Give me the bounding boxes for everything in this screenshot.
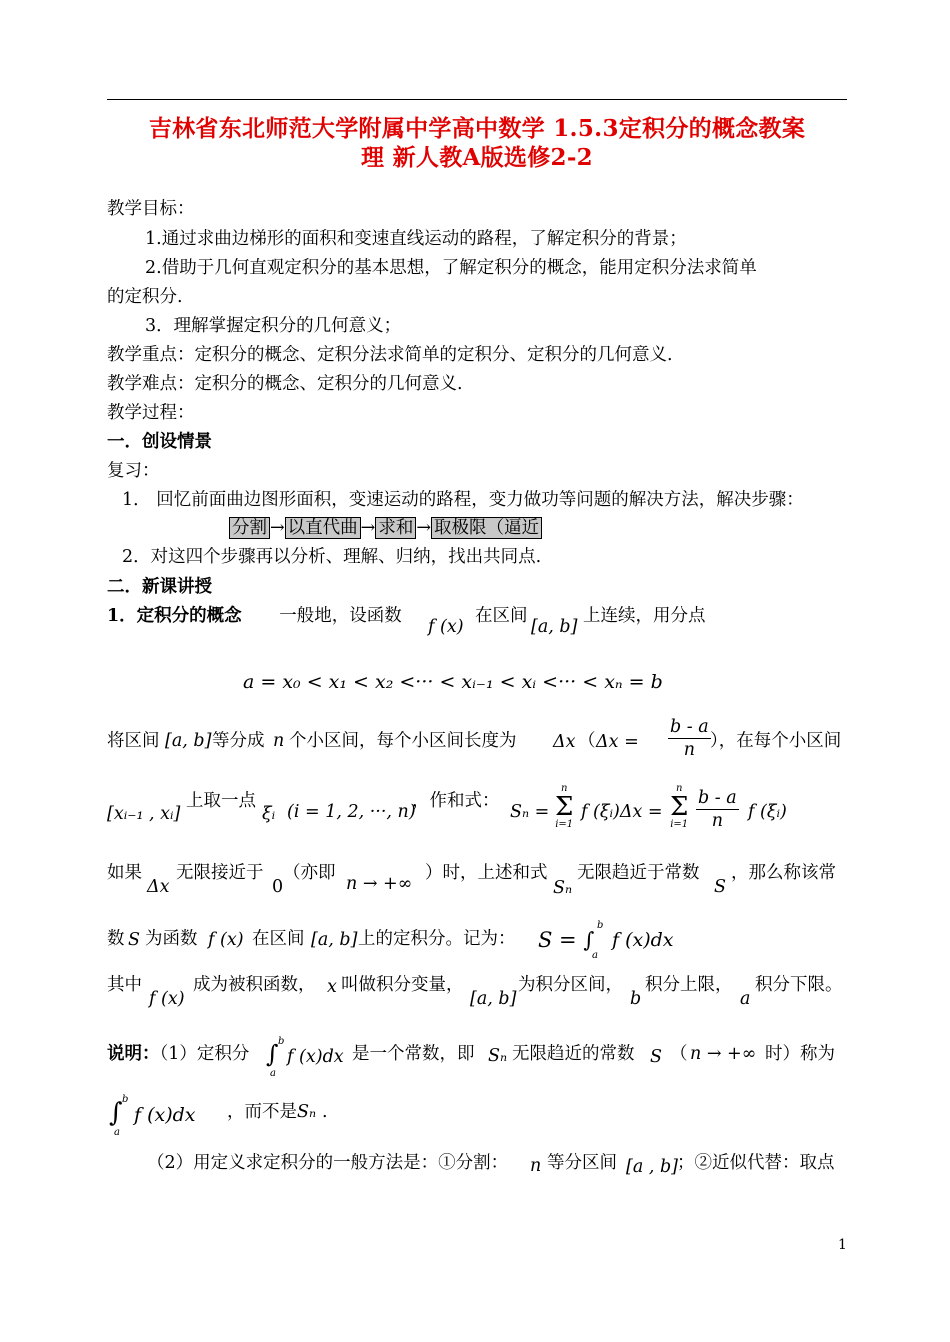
section1-heading: 一．创设情景 bbox=[107, 432, 212, 452]
math-index-range: (i = 1, 2, ···, n) bbox=[287, 802, 416, 822]
step-box: 求和 bbox=[375, 517, 416, 539]
fraction bbox=[696, 787, 739, 832]
text: . bbox=[322, 1102, 328, 1122]
text: ，而不是 bbox=[227, 1102, 297, 1122]
arrow: → bbox=[270, 518, 285, 538]
math-term: f (ξᵢ)Δx = bbox=[581, 802, 663, 822]
math-n: n bbox=[530, 1156, 542, 1176]
math-xi: ξᵢ bbox=[262, 804, 276, 824]
text: 在区间 bbox=[252, 929, 305, 949]
math-integrand: f (x)dx bbox=[612, 929, 674, 951]
arrow: → bbox=[416, 518, 432, 538]
math-sn: Sₙ bbox=[297, 1102, 317, 1122]
math-sn: Sₙ bbox=[488, 1046, 508, 1066]
math-a: a bbox=[740, 989, 751, 1009]
objective-2a: 2.借助于几何直观定积分的基本思想，了解定积分的概念，能用定积分法求简单 bbox=[145, 258, 757, 278]
arrow: → bbox=[360, 518, 376, 538]
text: （1）定积分 bbox=[159, 1044, 250, 1064]
note-heading: 说明： bbox=[107, 1044, 160, 1064]
text: 个小区间，每个小区间长度为 bbox=[289, 731, 517, 751]
integral-sign: ∫ bbox=[109, 1098, 123, 1128]
math-dx: Δx bbox=[147, 877, 170, 897]
math-integrand: f (x)dx bbox=[134, 1104, 196, 1126]
doc-title-line1: 吉林省东北师范大学附属中学高中数学 1.5.3定积分的概念教案 bbox=[148, 115, 806, 142]
process-heading: 教学过程： bbox=[107, 403, 195, 423]
math-integrand: f (x)dx bbox=[287, 1047, 344, 1067]
math-dx: Δx bbox=[553, 732, 576, 752]
sigma-1: n Σ i=1 bbox=[555, 783, 574, 830]
text: 等分成 bbox=[212, 731, 265, 751]
integral-lower: a bbox=[114, 1127, 120, 1138]
math-s: S bbox=[650, 1047, 662, 1067]
sigma-top: n bbox=[675, 783, 683, 794]
math-interval: [a, b] bbox=[311, 930, 358, 950]
text: ；②近似代替：取点 bbox=[677, 1153, 835, 1173]
text: ）时，上述和式 bbox=[425, 863, 548, 883]
math-fx: f (x) bbox=[149, 989, 185, 1009]
review-label: 复习： bbox=[107, 461, 160, 481]
key-points: 教学重点：定积分的概念、定积分法求简单的定积分、定积分的几何意义. bbox=[107, 345, 673, 365]
math-integral-def: S = ∫ bbox=[538, 928, 595, 952]
text: 时）称为 bbox=[765, 1044, 835, 1064]
frac-num: b - a bbox=[670, 717, 709, 737]
math-subinterval: [xᵢ₋₁ , xᵢ] bbox=[107, 804, 181, 824]
fraction bbox=[668, 716, 711, 761]
text: （2）用定义求定积分的一般方法是：①分割： bbox=[147, 1153, 509, 1173]
text: ，那么称该常 bbox=[731, 863, 836, 883]
math-interval: [a, b] bbox=[165, 731, 212, 751]
sigma-bottom: i=1 bbox=[555, 819, 574, 830]
math-interval: [a, b] bbox=[470, 989, 517, 1009]
step-box: 取极限（逼近 bbox=[431, 517, 542, 539]
objective-2b: 的定积分. bbox=[107, 287, 183, 307]
doc-title-line2: 理 新人教A版选修2-2 bbox=[360, 144, 593, 171]
concept-heading: 1．定积分的概念 bbox=[107, 606, 242, 626]
text: 无限趋近于常数 bbox=[577, 863, 700, 883]
math-fx: f (x) bbox=[428, 617, 464, 637]
integral-upper: b bbox=[122, 1094, 129, 1105]
math-s: S bbox=[128, 930, 140, 950]
text: 数 bbox=[107, 929, 125, 949]
step-box: 分割 bbox=[229, 517, 270, 539]
math-sum-lhs: Sₙ = bbox=[510, 802, 550, 822]
text: 一般地，设函数 bbox=[279, 606, 402, 626]
math-zero: 0 bbox=[272, 877, 284, 897]
review-item-1: 1． 回忆前面曲边图形面积，变速运动的路程，变力做功等问题的解决方法，解决步骤： bbox=[122, 490, 804, 510]
difficulties: 教学难点：定积分的概念、定积分的几何意义. bbox=[107, 374, 463, 394]
frac-den: n bbox=[683, 740, 695, 760]
header-rule bbox=[107, 99, 847, 100]
integral-upper: b bbox=[597, 920, 604, 931]
math-x: x bbox=[327, 977, 337, 997]
text: （ bbox=[670, 1044, 688, 1064]
frac-num: b - a bbox=[698, 788, 737, 808]
math-n-inf: n → +∞ bbox=[346, 874, 413, 894]
text: 等分区间 bbox=[547, 1153, 617, 1173]
text: 为函数 bbox=[145, 929, 198, 949]
text: （亦即 bbox=[283, 863, 336, 883]
text: （ bbox=[578, 731, 596, 751]
math-n-inf: n → +∞ bbox=[690, 1044, 757, 1064]
integral-upper: b bbox=[278, 1036, 285, 1047]
text: 叫做积分变量， bbox=[341, 975, 464, 995]
math-b: b bbox=[630, 989, 642, 1009]
objectives-heading: 教学目标： bbox=[107, 199, 195, 219]
math-sn: Sₙ bbox=[553, 878, 573, 898]
math-fx: f (x) bbox=[208, 930, 244, 950]
frac-den: n bbox=[711, 811, 723, 831]
math-dx: Δx = bbox=[596, 732, 639, 752]
math-s: S bbox=[714, 877, 726, 897]
concept-line-1 bbox=[107, 605, 402, 627]
text: 上取一点 bbox=[186, 791, 256, 811]
math-n: n bbox=[273, 731, 285, 751]
text: 积分上限， bbox=[645, 975, 733, 995]
text: 如果 bbox=[107, 863, 142, 883]
text: 为积分区间， bbox=[518, 975, 623, 995]
integral-lower: a bbox=[270, 1068, 276, 1079]
text: ，作和式： bbox=[412, 791, 500, 811]
step-box: 以直代曲 bbox=[285, 517, 361, 539]
sigma-2: n Σ i=1 bbox=[670, 783, 689, 830]
text: 其中 bbox=[107, 975, 142, 995]
objective-1: 1.通过求曲边梯形的面积和变速直线运动的路程，了解定积分的背景； bbox=[145, 229, 687, 249]
math-interval: [a , b] bbox=[626, 1157, 678, 1177]
sigma-top: n bbox=[560, 783, 568, 794]
text: 将区间 bbox=[107, 731, 160, 751]
text: 无限接近于 bbox=[176, 863, 264, 883]
note-1 bbox=[107, 1043, 249, 1065]
text: 积分下限。 bbox=[755, 975, 843, 995]
text: 上的定积分。记为： bbox=[358, 929, 516, 949]
math-interval: [a, b] bbox=[531, 617, 578, 637]
integral-sign: ∫ bbox=[266, 1040, 279, 1068]
partition-formula: a = x₀ < x₁ < x₂ <··· < xᵢ₋₁ < xᵢ <··· < xₙ = b bbox=[243, 671, 663, 693]
text: 无限趋近的常数 bbox=[512, 1044, 635, 1064]
text: 成为被积函数， bbox=[193, 975, 316, 995]
review-item-2: 2．对这四个步骤再以分析、理解、归纳，找出共同点. bbox=[122, 547, 542, 567]
text: 上连续，用分点 bbox=[583, 606, 706, 626]
section2-heading: 二．新课讲授 bbox=[107, 577, 212, 597]
math-term: f (ξᵢ) bbox=[748, 802, 787, 822]
integral-lower: a bbox=[592, 950, 598, 961]
sigma-bottom: i=1 bbox=[670, 819, 689, 830]
text: 在区间 bbox=[475, 606, 528, 626]
text: ），在每个小区间 bbox=[710, 731, 842, 751]
page-number: 1 bbox=[838, 1237, 847, 1253]
steps-flow bbox=[229, 517, 542, 539]
text: 是一个常数，即 bbox=[352, 1044, 475, 1064]
objective-3: 3．理解掌握定积分的几何意义； bbox=[145, 316, 402, 336]
